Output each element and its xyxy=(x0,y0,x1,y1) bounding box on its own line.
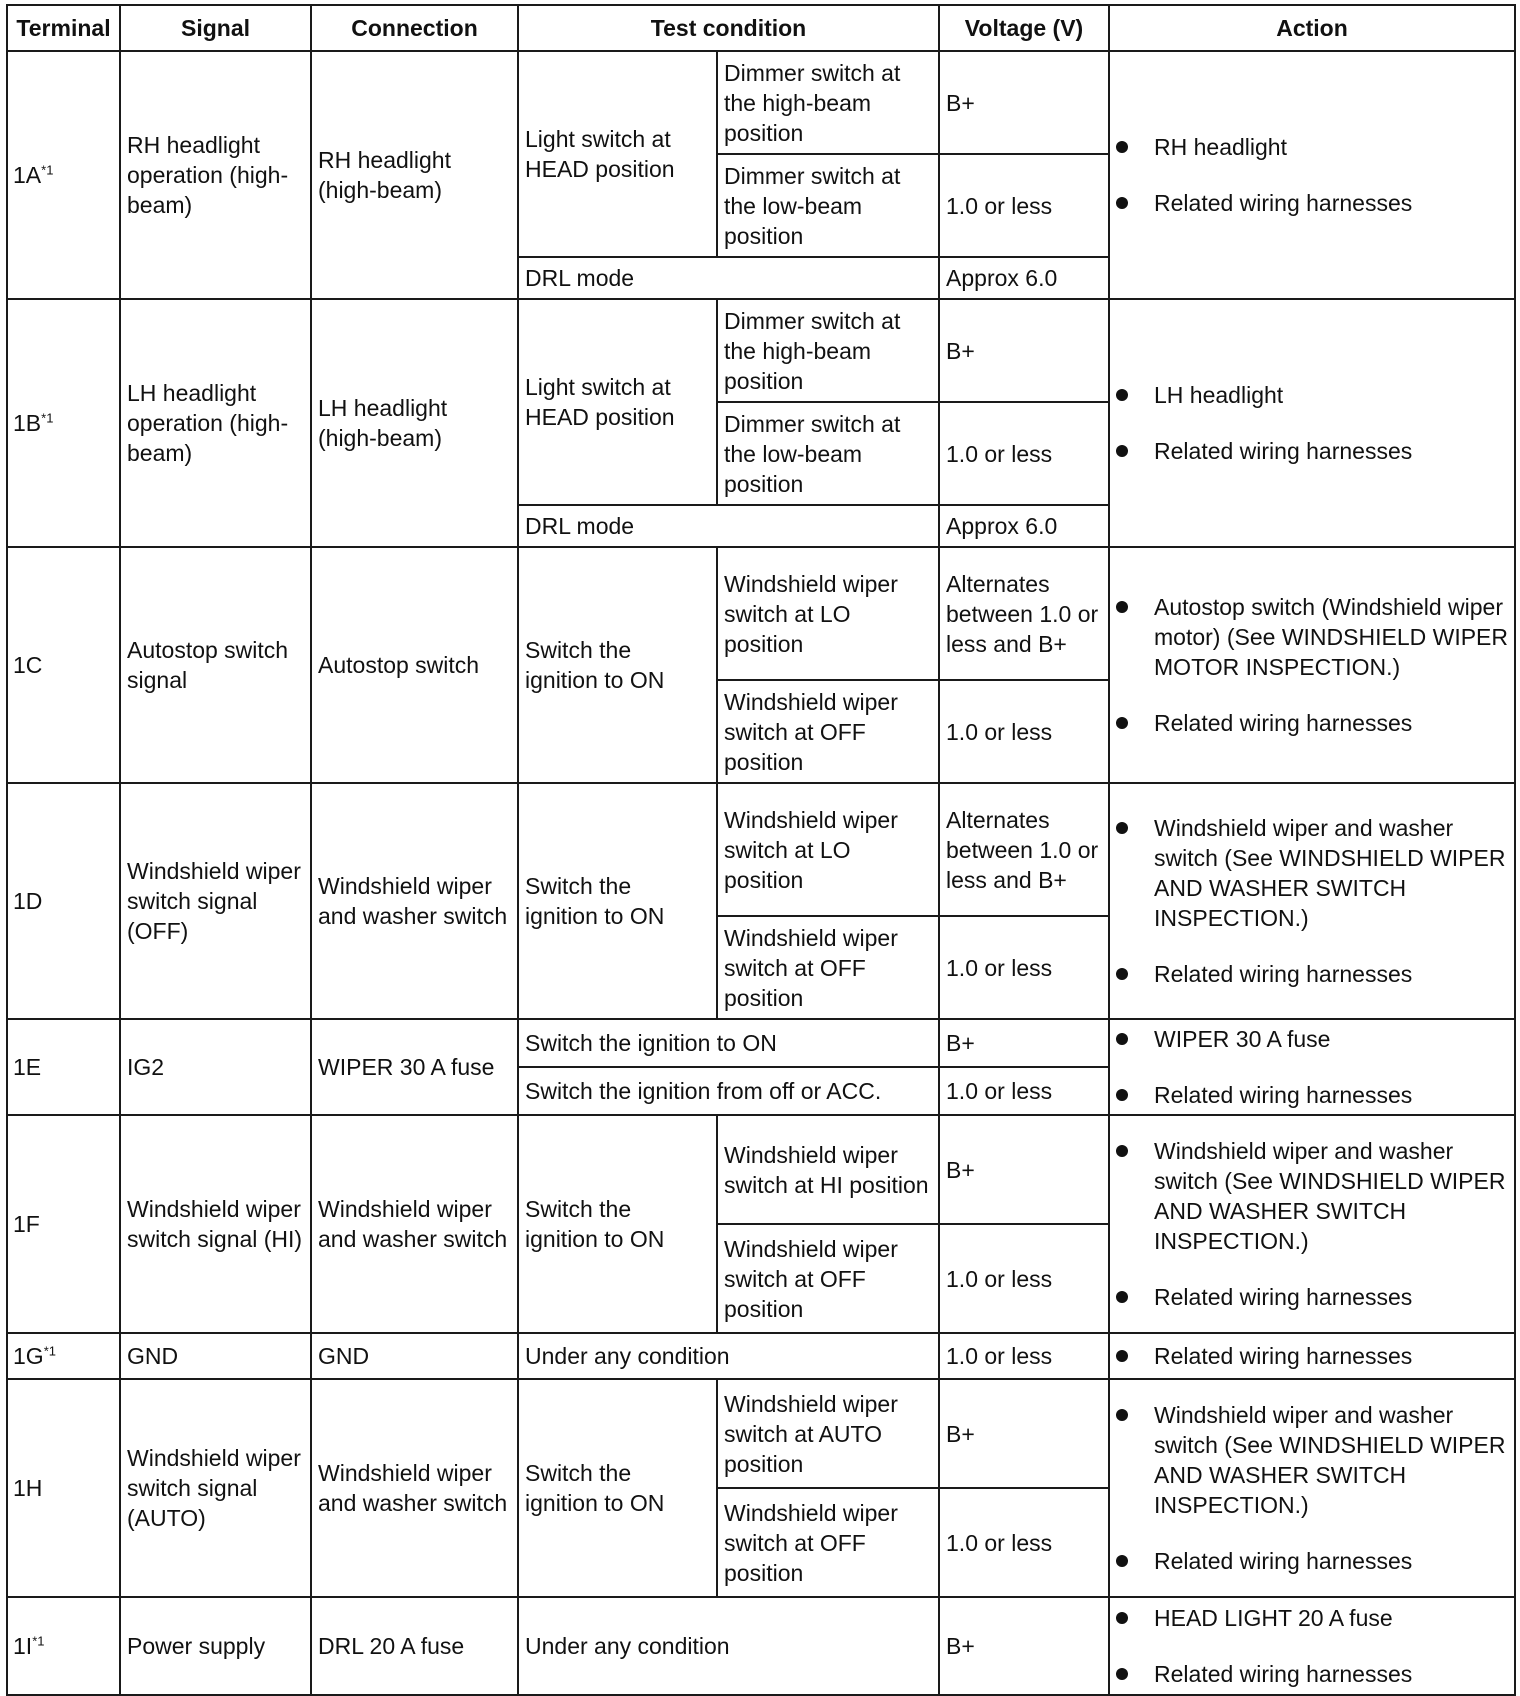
voltage-cell: 1.0 or less xyxy=(939,154,1109,257)
bullet-icon xyxy=(1116,1089,1128,1101)
condition-sub-cell: Dimmer switch at the low-beam position xyxy=(717,154,939,257)
table-row xyxy=(7,1115,1515,1224)
condition-cell: DRL mode xyxy=(518,505,939,547)
action-cell xyxy=(1109,51,1515,299)
condition-sub-cell: Windshield wiper switch at OFF position xyxy=(717,916,939,1019)
action-cell xyxy=(1109,783,1515,1019)
bullet-icon xyxy=(1116,1033,1128,1045)
bullet-icon xyxy=(1116,717,1128,729)
bullet-icon xyxy=(1116,1350,1128,1362)
terminal-label: 1B xyxy=(13,410,42,436)
action-item: WIPER 30 A fuse xyxy=(1116,1024,1508,1054)
connection-cell: LH headlight (high-beam) xyxy=(311,299,518,547)
bullet-icon xyxy=(1116,1555,1128,1567)
terminal-cell: 1E xyxy=(7,1019,120,1115)
bullet-icon xyxy=(1116,1291,1128,1303)
action-cell xyxy=(1109,299,1515,547)
header-test-condition: Test condition xyxy=(518,5,939,51)
terminal-voltage-table xyxy=(6,4,1516,1696)
condition-sub-cell: Windshield wiper switch at OFF position xyxy=(717,1224,939,1333)
voltage-cell: 1.0 or less xyxy=(939,916,1109,1019)
action-item: Related wiring harnesses xyxy=(1116,1659,1508,1689)
action-item: Related wiring harnesses xyxy=(1116,708,1508,738)
action-item: LH headlight xyxy=(1116,380,1508,410)
voltage-cell: 1.0 or less xyxy=(939,1224,1109,1333)
condition-main-cell: Switch the ignition to ON xyxy=(518,1115,717,1333)
action-item: Related wiring harnesses xyxy=(1116,959,1508,989)
action-item: Related wiring harnesses xyxy=(1116,1546,1508,1576)
voltage-cell: B+ xyxy=(939,1597,1109,1695)
condition-sub-cell: Windshield wiper switch at LO position xyxy=(717,547,939,680)
table-row xyxy=(7,547,1515,680)
condition-main-cell: Light switch at HEAD position xyxy=(518,299,717,505)
table-row xyxy=(7,1019,1515,1067)
signal-cell: Windshield wiper switch signal (AUTO) xyxy=(120,1379,311,1597)
terminal-cell xyxy=(7,1333,120,1379)
footnote-mark: *1 xyxy=(41,410,54,426)
condition-sub-cell: Windshield wiper switch at HI position xyxy=(717,1115,939,1224)
connection-cell: Autostop switch xyxy=(311,547,518,783)
action-item: HEAD LIGHT 20 A fuse xyxy=(1116,1603,1508,1633)
bullet-icon xyxy=(1116,141,1128,153)
action-cell xyxy=(1109,1379,1515,1597)
connection-cell: Windshield wiper and washer switch xyxy=(311,1115,518,1333)
voltage-cell: B+ xyxy=(939,1115,1109,1224)
condition-cell: Switch the ignition from off or ACC. xyxy=(518,1067,939,1115)
bullet-icon xyxy=(1116,822,1128,834)
header-connection: Connection xyxy=(311,5,518,51)
action-item: Windshield wiper and washer switch (See WINDSHIELD WIPER AND WASHER SWITCH INSPECTION.) xyxy=(1116,813,1508,933)
header-action: Action xyxy=(1109,5,1515,51)
voltage-cell: 1.0 or less xyxy=(939,402,1109,505)
action-item: Related wiring harnesses xyxy=(1116,1080,1508,1110)
terminal-cell xyxy=(7,51,120,299)
header-terminal: Terminal xyxy=(7,5,120,51)
action-cell xyxy=(1109,547,1515,783)
condition-main-cell: Switch the ignition to ON xyxy=(518,783,717,1019)
terminal-label: 1I xyxy=(13,1633,33,1659)
action-item: Related wiring harnesses xyxy=(1116,1341,1508,1371)
condition-main-cell: Switch the ignition to ON xyxy=(518,1379,717,1597)
connection-cell: WIPER 30 A fuse xyxy=(311,1019,518,1115)
action-item: Autostop switch (Windshield wiper motor) (See WINDSHIELD WIPER MOTOR INSPECTION.) xyxy=(1116,592,1508,682)
signal-cell: LH headlight operation (high-beam) xyxy=(120,299,311,547)
connection-cell: GND xyxy=(311,1333,518,1379)
footnote-mark: *1 xyxy=(43,1343,56,1359)
voltage-cell: B+ xyxy=(939,299,1109,402)
action-item: Windshield wiper and washer switch (See WINDSHIELD WIPER AND WASHER SWITCH INSPECTION.) xyxy=(1116,1400,1508,1520)
footnote-mark: *1 xyxy=(32,1633,45,1649)
action-item: Windshield wiper and washer switch (See WINDSHIELD WIPER AND WASHER SWITCH INSPECTION.) xyxy=(1116,1136,1508,1256)
footnote-mark: *1 xyxy=(41,162,54,178)
bullet-icon xyxy=(1116,968,1128,980)
action-cell xyxy=(1109,1333,1515,1379)
bullet-icon xyxy=(1116,1612,1128,1624)
connection-cell: RH headlight (high-beam) xyxy=(311,51,518,299)
table-row xyxy=(7,783,1515,916)
voltage-cell: 1.0 or less xyxy=(939,680,1109,783)
bullet-icon xyxy=(1116,197,1128,209)
action-cell xyxy=(1109,1019,1515,1115)
condition-cell: Under any condition xyxy=(518,1333,939,1379)
table-row xyxy=(7,299,1515,402)
signal-cell: RH headlight operation (high-beam) xyxy=(120,51,311,299)
terminal-cell xyxy=(7,299,120,547)
bullet-icon xyxy=(1116,389,1128,401)
condition-main-cell: Switch the ignition to ON xyxy=(518,547,717,783)
table-row xyxy=(7,1379,1515,1488)
connection-cell: Windshield wiper and washer switch xyxy=(311,783,518,1019)
terminal-cell: 1D xyxy=(7,783,120,1019)
action-item: Related wiring harnesses xyxy=(1116,188,1508,218)
condition-cell: Switch the ignition to ON xyxy=(518,1019,939,1067)
terminal-cell: 1C xyxy=(7,547,120,783)
terminal-label: 1A xyxy=(13,162,42,188)
condition-main-cell: Light switch at HEAD position xyxy=(518,51,717,257)
voltage-cell: B+ xyxy=(939,1379,1109,1488)
condition-cell: Under any condition xyxy=(518,1597,939,1695)
header-row xyxy=(7,5,1515,51)
signal-cell: Power supply xyxy=(120,1597,311,1695)
voltage-cell: B+ xyxy=(939,1019,1109,1067)
table-row xyxy=(7,1597,1515,1695)
signal-cell: Autostop switch signal xyxy=(120,547,311,783)
condition-sub-cell: Dimmer switch at the high-beam position xyxy=(717,299,939,402)
bullet-icon xyxy=(1116,1145,1128,1157)
terminal-cell: 1H xyxy=(7,1379,120,1597)
voltage-cell: Alternates between 1.0 or less and B+ xyxy=(939,547,1109,680)
signal-cell: Windshield wiper switch signal (HI) xyxy=(120,1115,311,1333)
signal-cell: GND xyxy=(120,1333,311,1379)
signal-cell: Windshield wiper switch signal (OFF) xyxy=(120,783,311,1019)
action-cell xyxy=(1109,1115,1515,1333)
connection-cell: DRL 20 A fuse xyxy=(311,1597,518,1695)
action-cell xyxy=(1109,1597,1515,1695)
condition-sub-cell: Dimmer switch at the low-beam position xyxy=(717,402,939,505)
terminal-cell xyxy=(7,1597,120,1695)
voltage-cell: 1.0 or less xyxy=(939,1067,1109,1115)
signal-cell: IG2 xyxy=(120,1019,311,1115)
condition-sub-cell: Windshield wiper switch at OFF position xyxy=(717,1488,939,1597)
table-row xyxy=(7,1333,1515,1379)
condition-sub-cell: Windshield wiper switch at LO position xyxy=(717,783,939,916)
header-voltage: Voltage (V) xyxy=(939,5,1109,51)
bullet-icon xyxy=(1116,1668,1128,1680)
condition-sub-cell: Windshield wiper switch at AUTO position xyxy=(717,1379,939,1488)
voltage-cell: Approx 6.0 xyxy=(939,257,1109,299)
bullet-icon xyxy=(1116,1409,1128,1421)
action-item: Related wiring harnesses xyxy=(1116,1282,1508,1312)
voltage-cell: Approx 6.0 xyxy=(939,505,1109,547)
terminal-cell: 1F xyxy=(7,1115,120,1333)
table-row xyxy=(7,51,1515,154)
action-item: RH headlight xyxy=(1116,132,1508,162)
condition-sub-cell: Windshield wiper switch at OFF position xyxy=(717,680,939,783)
connection-cell: Windshield wiper and washer switch xyxy=(311,1379,518,1597)
terminal-label: 1G xyxy=(13,1343,44,1369)
condition-sub-cell: Dimmer switch at the high-beam position xyxy=(717,51,939,154)
voltage-cell: 1.0 or less xyxy=(939,1488,1109,1597)
action-item: Related wiring harnesses xyxy=(1116,436,1508,466)
bullet-icon xyxy=(1116,601,1128,613)
voltage-cell: B+ xyxy=(939,51,1109,154)
voltage-cell: 1.0 or less xyxy=(939,1333,1109,1379)
bullet-icon xyxy=(1116,445,1128,457)
header-signal: Signal xyxy=(120,5,311,51)
voltage-cell: Alternates between 1.0 or less and B+ xyxy=(939,783,1109,916)
condition-cell: DRL mode xyxy=(518,257,939,299)
